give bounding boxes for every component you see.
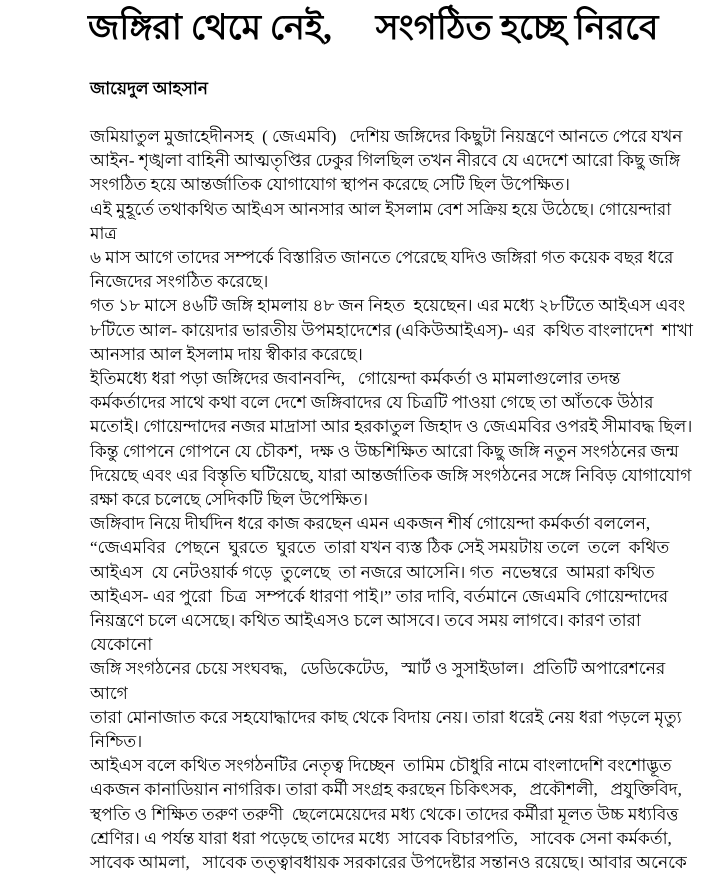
text-line: ইতিমধ্যে ধরা পড়া জঙ্গিদের জবানবন্দি, গোয়েন্দা কর্মকর্তা ও মামলাগুলোর তদন্ত	[90, 369, 621, 389]
article-title: জঙ্গিরা থেমে নেই, সংগঠিত হচ্ছে নিরবে	[88, 8, 659, 47]
text-line: জঙ্গিবাদ নিয়ে দীর্ঘদিন ধরে কাজ করছেন এমন একজন শীর্ষ গোয়েন্দা কর্মকর্তা বললেন,	[90, 514, 651, 534]
text-line: ৮টিতে আল- কায়েদার ভারতীয় উপমহাদেশের (একিউআইএস)- এর কথিত বাংলাদেশ শাখা	[90, 320, 693, 340]
text-line: দিয়েছে এবং এর বিস্তৃতি ঘটিয়েছে, যারা আন্তর্জাতিক জঙ্গি সংগঠনের সঙ্গে নিবিড় যোগাযোগ	[90, 465, 692, 485]
paragraph-1	[90, 125, 695, 198]
paragraph-2	[90, 198, 695, 295]
text-line: আনসার আল ইসলাম দায় স্বীকার করেছে।	[90, 344, 363, 364]
text-line: স্থপতি ও শিক্ষিত তরুণ তরুণী ছেলেমেয়েদের মধ্য থেকে। তাদের কর্মীরা মূলত উচ্চ মধ্যবিত্ত	[90, 804, 679, 824]
text-line: সাবেক আমলা, সাবেক তত্ত্বাবধায়ক সরকারের উপদেষ্টার সন্তানও রয়েছে। আবার অনেকে	[90, 853, 687, 873]
text-line: গত ১৮ মাসে ৪৬টি জঙ্গি হামলায় ৪৮ জন নিহত হয়েছেন। এর মধ্যে ২৮টিতে আইএস এবং	[90, 296, 686, 316]
text-line: ৬ মাস আগে তাদের সম্পর্কে বিস্তারিত জানতে পেরেছে যদিও জঙ্গিরা গত কয়েক বছর ধরে	[90, 248, 674, 268]
text-line: আইএস যে নেটওয়ার্ক গড়ে তুলেছে তা নজরে আসেনি। গত নভেম্বরে আমরা কথিত	[90, 562, 655, 582]
text-line: জমিয়াতুল মুজাহেদীনসহ ( জেএমবি) দেশিয় জঙ্গিদের কিছুটা নিয়ন্ত্রণে আনতে পেরে যখন	[90, 127, 683, 146]
text-line: আইন- শৃঙ্খলা বাহিনী আত্মতৃপ্তির ঢেকুর গিলছিল তখন নীরবে যে এদেশে আরো কিছু জঙ্গি	[90, 151, 681, 171]
text-line: এই মুহূর্তে তথাকথিত আইএস আনসার আল ইসলাম বেশ সক্রিয় হয়ে উঠেছে। গোয়েন্দারা মাত্র	[90, 199, 676, 243]
text-line: আইএস- এর পুরো চিত্র সম্পর্কে ধারণা পাই।” তার দাবি, বর্তমানে জেএমবি গোয়েন্দাদের	[90, 586, 669, 606]
paragraph-5	[90, 512, 695, 754]
paragraph-4	[90, 367, 695, 512]
article-body	[0, 99, 723, 875]
text-line: সংগঠিত হয়ে আন্তর্জাতিক যোগাযোগ স্থাপন করেছে সেটি ছিল উপেক্ষিত।	[90, 175, 571, 195]
text-line: মতোই। গোয়েন্দাদের নজর মাদ্রাসা আর হরকাতুল জিহাদ ও জেএমবির ওপরই সীমাবদ্ধ ছিল।	[90, 417, 693, 437]
text-line: রক্ষা করে চলেছে সেদিকটি ছিল উপেক্ষিত।	[90, 490, 369, 510]
paragraph-6	[90, 754, 695, 875]
text-line: নিয়ন্ত্রণে চলে এসেছে। কথিত আইএসও চলে আসবে। তবে সময় লাগবে। কারণ তারা যেকোনো	[90, 611, 646, 655]
text-line: তারা মোনাজাত করে সহযোদ্ধাদের কাছ থেকে বিদায় নেয়। তারা ধরেই নেয় ধরা পড়লে মৃত্যু	[90, 707, 682, 727]
text-line: কিন্তু গোপনে গোপনে যে চৌকশ, দক্ষ ও উচ্চশিক্ষিত আরো কিছু জঙ্গি নতুন সংগঠনের জন্ম	[90, 441, 679, 461]
text-line: নিজেদের সংগঠিত করেছে।	[90, 272, 269, 292]
text-line: জঙ্গি সংগঠনের চেয়ে সংঘবদ্ধ, ডেডিকেটেড, স্মার্ট ও সুসাইডাল। প্রতিটি অপারেশনের আগে	[90, 659, 670, 703]
text-line: একজন কানাডিয়ান নাগরিক। তারা কর্মী সংগ্রহ করছেন চিকিৎসক, প্রকৌশলী, প্রযুক্তিবিদ,	[90, 780, 682, 800]
text-line: শ্রেণির। এ পর্যন্ত যারা ধরা পড়েছে তাদের মধ্যে সাবেক বিচারপতি, সাবেক সেনা কর্মকর্তা,	[90, 828, 672, 848]
text-line: “জেএমবির পেছনে ঘুরতে ঘুরতে তারা যখন ব্যস্ত ঠিক সেই সময়টায় তলে তলে কথিত	[90, 538, 670, 558]
text-line: আইএস বলে কথিত সংগঠনটির নেতৃত্ব দিচ্ছেন তামিম চৌধুরি নামে বাংলাদেশি বংশোদ্ভূত	[90, 756, 672, 776]
paragraph-3	[90, 294, 695, 367]
article-author: জায়েদুল আহসান	[90, 79, 208, 98]
text-line: নিশ্চিত।	[90, 732, 143, 752]
text-line: কর্মকর্তাদের সাথে কথা বলে দেশে জঙ্গিবাদের যে চিত্রটি পাওয়া গেছে তা আঁতকে উঠার	[90, 393, 654, 413]
